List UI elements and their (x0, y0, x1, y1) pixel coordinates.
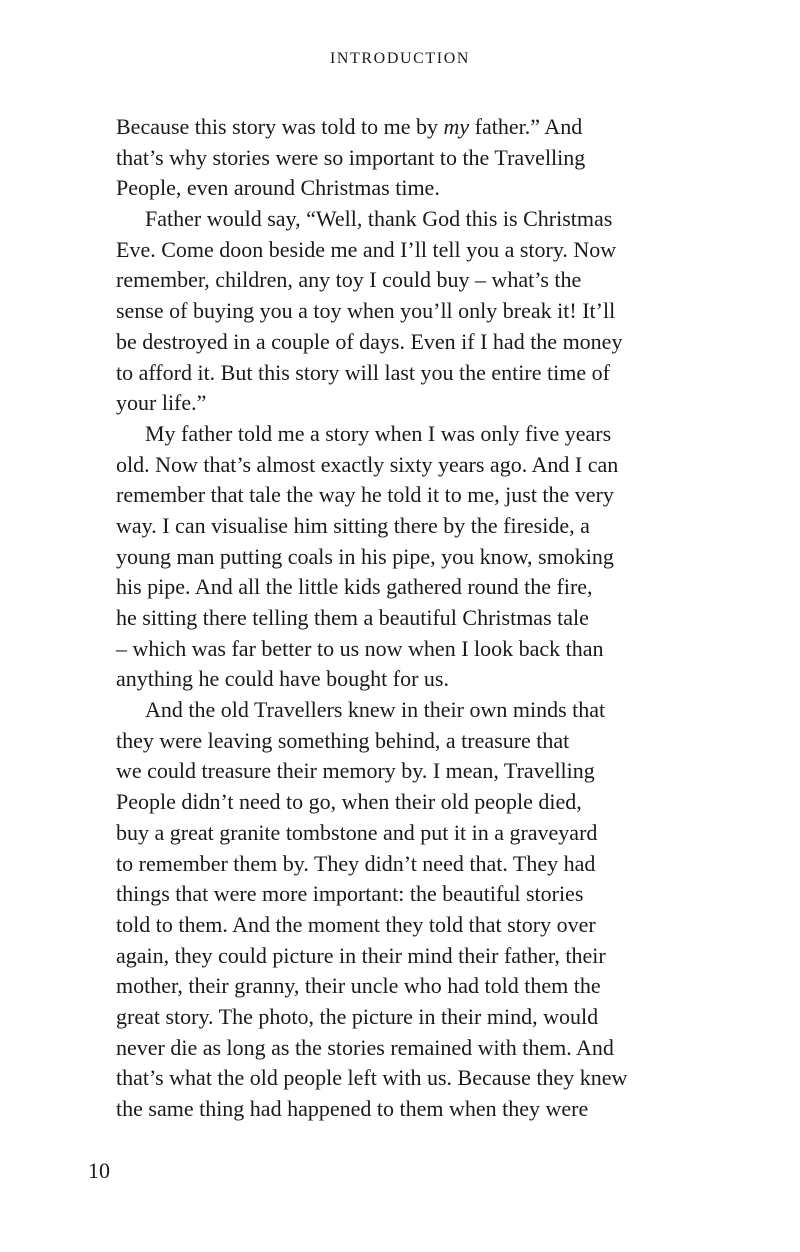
text-line: things that were more important: the beautiful stories (116, 881, 584, 907)
text-line: Father would say, “Well, thank God this is Christmas (145, 206, 613, 232)
text-line: sense of buying you a toy when you’ll only break it! It’ll (116, 298, 616, 324)
text-line: – which was far better to us now when I look back than (116, 635, 604, 661)
text-line: be destroyed in a couple of days. Even if I had the money (116, 328, 623, 354)
text-line: to afford it. But this story will last you the entire time of (116, 359, 610, 385)
text-line: great story. The photo, the picture in their mind, would (116, 1003, 599, 1029)
text-span: father.” And (469, 114, 583, 139)
italic-text: my (443, 114, 470, 139)
text-line: old. Now that’s almost exactly sixty years ago. And I can (116, 451, 619, 477)
text-line: they were leaving something behind, a treasure that (116, 727, 570, 753)
text-line: People, even around Christmas time. (116, 175, 440, 201)
text-line: that’s why stories were so important to the Travelling (116, 144, 586, 170)
text-line: his pipe. And all the little kids gathered round the fire, (116, 574, 593, 600)
text-line (116, 112, 676, 143)
text-line: buy a great granite tombstone and put it in a graveyard (116, 819, 598, 845)
page-number: 10 (88, 1158, 110, 1183)
text-line: Eve. Come doon beside me and I’ll tell you a story. Now (116, 236, 617, 262)
text-line: My father told me a story when I was only five years (145, 420, 612, 446)
text-line: never die as long as the stories remained with them. And (116, 1034, 614, 1060)
body-text (116, 112, 676, 1125)
text-line: your life.” (116, 390, 207, 416)
text-line: remember, children, any toy I could buy – what’s the (116, 267, 582, 293)
text-line: remember that tale the way he told it to me, just the very (116, 482, 614, 508)
text-line: young man putting coals in his pipe, you know, smoking (116, 543, 614, 569)
text-line: way. I can visualise him sitting there by the fireside, a (116, 512, 590, 538)
text-line: And the old Travellers knew in their own minds that (145, 697, 606, 723)
running-head: INTRODUCTION (329, 50, 471, 67)
text-line: anything he could have bought for us. (116, 666, 449, 692)
text-line: mother, their granny, their uncle who had told them the (116, 973, 601, 999)
text-span: Because this story was told to me by (116, 114, 444, 139)
text-line: we could treasure their memory by. I mean, Travelling (116, 758, 595, 784)
text-line: to remember them by. They didn’t need that. They had (116, 850, 596, 876)
text-line: People didn’t need to go, when their old people died, (116, 789, 582, 815)
text-line: the same thing had happened to them when they were (116, 1096, 589, 1121)
text-line: told to them. And the moment they told that story over (116, 911, 596, 937)
text-line: again, they could picture in their mind their father, their (116, 942, 606, 968)
text-line: he sitting there telling them a beautiful Christmas tale (116, 605, 589, 630)
text-line: that’s what the old people left with us. Because they knew (116, 1065, 628, 1091)
